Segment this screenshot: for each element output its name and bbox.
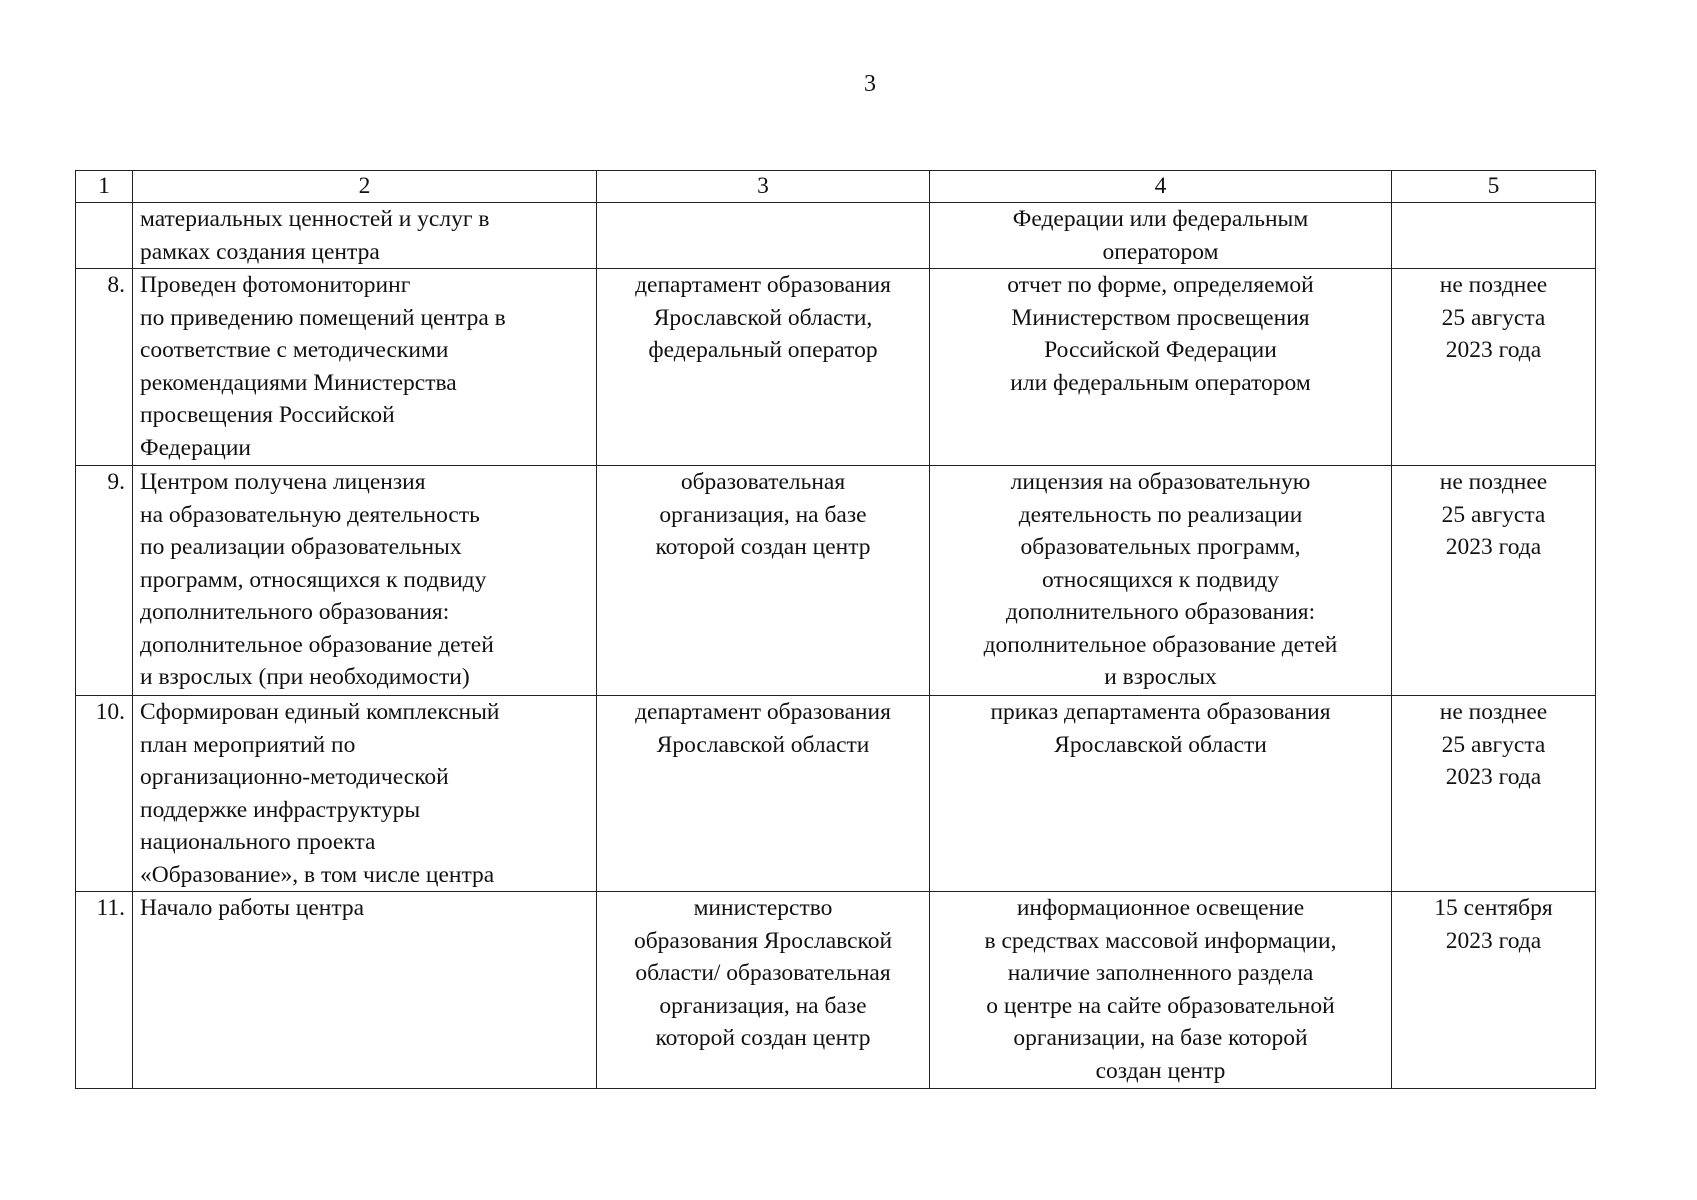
cell-line: дополнительного образования:: [140, 599, 450, 625]
table-row-continuation: [76, 203, 1596, 269]
column-header-2: 2: [133, 171, 597, 203]
cell-line: Ярославской области,: [653, 304, 873, 331]
cell-line: и взрослых (при необходимости): [140, 664, 470, 690]
cell-line: отчет по форме, определяемой: [1007, 272, 1314, 298]
cell-line: наличие заполненного раздела: [1007, 960, 1314, 986]
cell-line: Федерации: [140, 434, 251, 461]
deadline-cell: [1392, 696, 1596, 892]
cell-line: деятельность по реализации: [1018, 501, 1303, 528]
cell-line: 2023 года: [1445, 534, 1542, 560]
cell-line: департамент образования: [635, 272, 891, 298]
cell-line: организация, на базе: [659, 501, 867, 528]
cell-line: не позднее: [1439, 272, 1548, 298]
document-cell: [930, 696, 1392, 892]
cell-line: образовательных программ,: [1020, 534, 1301, 560]
cell-line: Начало работы центра: [140, 895, 365, 921]
cell-line: 15 сентября: [1434, 895, 1553, 921]
deadline-cell: [1392, 466, 1596, 696]
cell-line: Ярославской области: [1054, 731, 1267, 758]
cell-line: не позднее: [1439, 699, 1548, 725]
cell-line: по реализации образовательных: [140, 534, 462, 560]
document-cell: [930, 892, 1392, 1089]
row-number-cell: 10.: [76, 696, 133, 892]
cell-line: материальных ценностей и услуг в: [140, 206, 490, 232]
cell-line: 2023 года: [1445, 337, 1542, 363]
responsible-cell: [597, 203, 930, 269]
deadline-cell: [1392, 892, 1596, 1089]
table-row: [76, 269, 1596, 466]
document-cell: [930, 269, 1392, 466]
event-cell: [133, 696, 597, 892]
cell-line: Министерством просвещения: [1011, 304, 1310, 331]
page-number: 3: [864, 71, 876, 97]
cell-line: на образовательную деятельность: [140, 501, 480, 528]
cell-line: области/ образовательная: [635, 960, 891, 986]
table-row: [76, 466, 1596, 696]
cell-line: рекомендациями Министерства: [140, 369, 457, 396]
cell-line: в средствах массовой информации,: [984, 927, 1337, 954]
cell-line: Ярославской области: [656, 731, 870, 758]
cell-line: 2023 года: [1445, 764, 1542, 790]
column-header-5: 5: [1392, 171, 1596, 203]
row-number-cell: [76, 203, 133, 269]
cell-line: которой создан центр: [655, 1025, 871, 1051]
cell-line: приказ департамента образования: [990, 699, 1331, 725]
cell-line: оператором: [1102, 238, 1219, 265]
row-number-cell: 11.: [76, 892, 133, 1089]
document-cell: [930, 203, 1392, 269]
cell-line: план мероприятий по: [140, 731, 356, 758]
responsible-cell: [597, 696, 930, 892]
cell-line: 25 августа: [1441, 731, 1546, 758]
cell-line: программ, относящихся к подвиду: [140, 566, 487, 593]
cell-line: дополнительное образование детей: [140, 631, 494, 658]
cell-line: по приведению помещений центра в: [140, 304, 506, 331]
deadline-cell: [1392, 269, 1596, 466]
cell-line: 2023 года: [1445, 927, 1542, 954]
cell-line: организационно-методической: [140, 764, 449, 790]
cell-line: 25 августа: [1441, 304, 1546, 331]
cell-line: рамках создания центра: [140, 238, 380, 265]
cell-line: создан центр: [1095, 1057, 1226, 1084]
cell-line: департамент образования: [635, 699, 891, 725]
cell-line: национального проекта: [140, 829, 376, 855]
cell-line: лицензия на образовательную: [1010, 469, 1311, 495]
cell-line: «Образование», в том числе центра: [140, 861, 495, 888]
cell-line: организации, на базе которой: [1013, 1025, 1308, 1051]
column-header-3: 3: [597, 171, 930, 203]
cell-line: и взрослых: [1104, 664, 1217, 690]
cell-line: организация, на базе: [659, 992, 867, 1019]
column-header-1: 1: [76, 171, 133, 203]
cell-line: просвещения Российской: [140, 402, 395, 428]
cell-line: соответствие с методическими: [140, 337, 449, 363]
cell-line: Сформирован единый комплексный: [140, 699, 500, 725]
table-row: [76, 696, 1596, 892]
deadline-cell: [1392, 203, 1596, 269]
plan-table: [75, 170, 1596, 1089]
cell-line: информационное освещение: [1016, 895, 1305, 921]
cell-line: Центром получена лицензия: [140, 469, 426, 495]
cell-line: 25 августа: [1441, 501, 1546, 528]
cell-line: федеральный оператор: [648, 337, 878, 363]
responsible-cell: [597, 892, 930, 1089]
cell-line: или федеральным оператором: [1010, 369, 1311, 396]
cell-line: относящихся к подвиду: [1042, 566, 1279, 593]
document-cell: [930, 466, 1392, 696]
cell-line: образовательная: [680, 469, 846, 495]
responsible-cell: [597, 269, 930, 466]
cell-line: дополнительного образования:: [1005, 599, 1316, 625]
event-cell: [133, 892, 597, 1089]
cell-line: министерство: [693, 895, 833, 921]
cell-line: Проведен фотомониторинг: [140, 272, 411, 298]
cell-line: о центре на сайте образовательной: [986, 992, 1335, 1019]
responsible-cell: [597, 466, 930, 696]
table-row: [76, 892, 1596, 1089]
cell-line: которой создан центр: [655, 534, 871, 560]
cell-line: поддержке инфраструктуры: [140, 796, 421, 823]
event-cell: [133, 269, 597, 466]
event-cell: [133, 203, 597, 269]
cell-line: образования Ярославской: [633, 927, 893, 954]
column-header-4: 4: [930, 171, 1392, 203]
row-number-cell: 8.: [76, 269, 133, 466]
cell-line: не позднее: [1439, 469, 1548, 495]
cell-line: Федерации или федеральным: [1012, 206, 1309, 232]
header-row: [76, 171, 1596, 203]
row-number-cell: 9.: [76, 466, 133, 696]
cell-line: дополнительное образование детей: [983, 631, 1338, 658]
cell-line: Российской Федерации: [1044, 337, 1277, 363]
event-cell: [133, 466, 597, 696]
